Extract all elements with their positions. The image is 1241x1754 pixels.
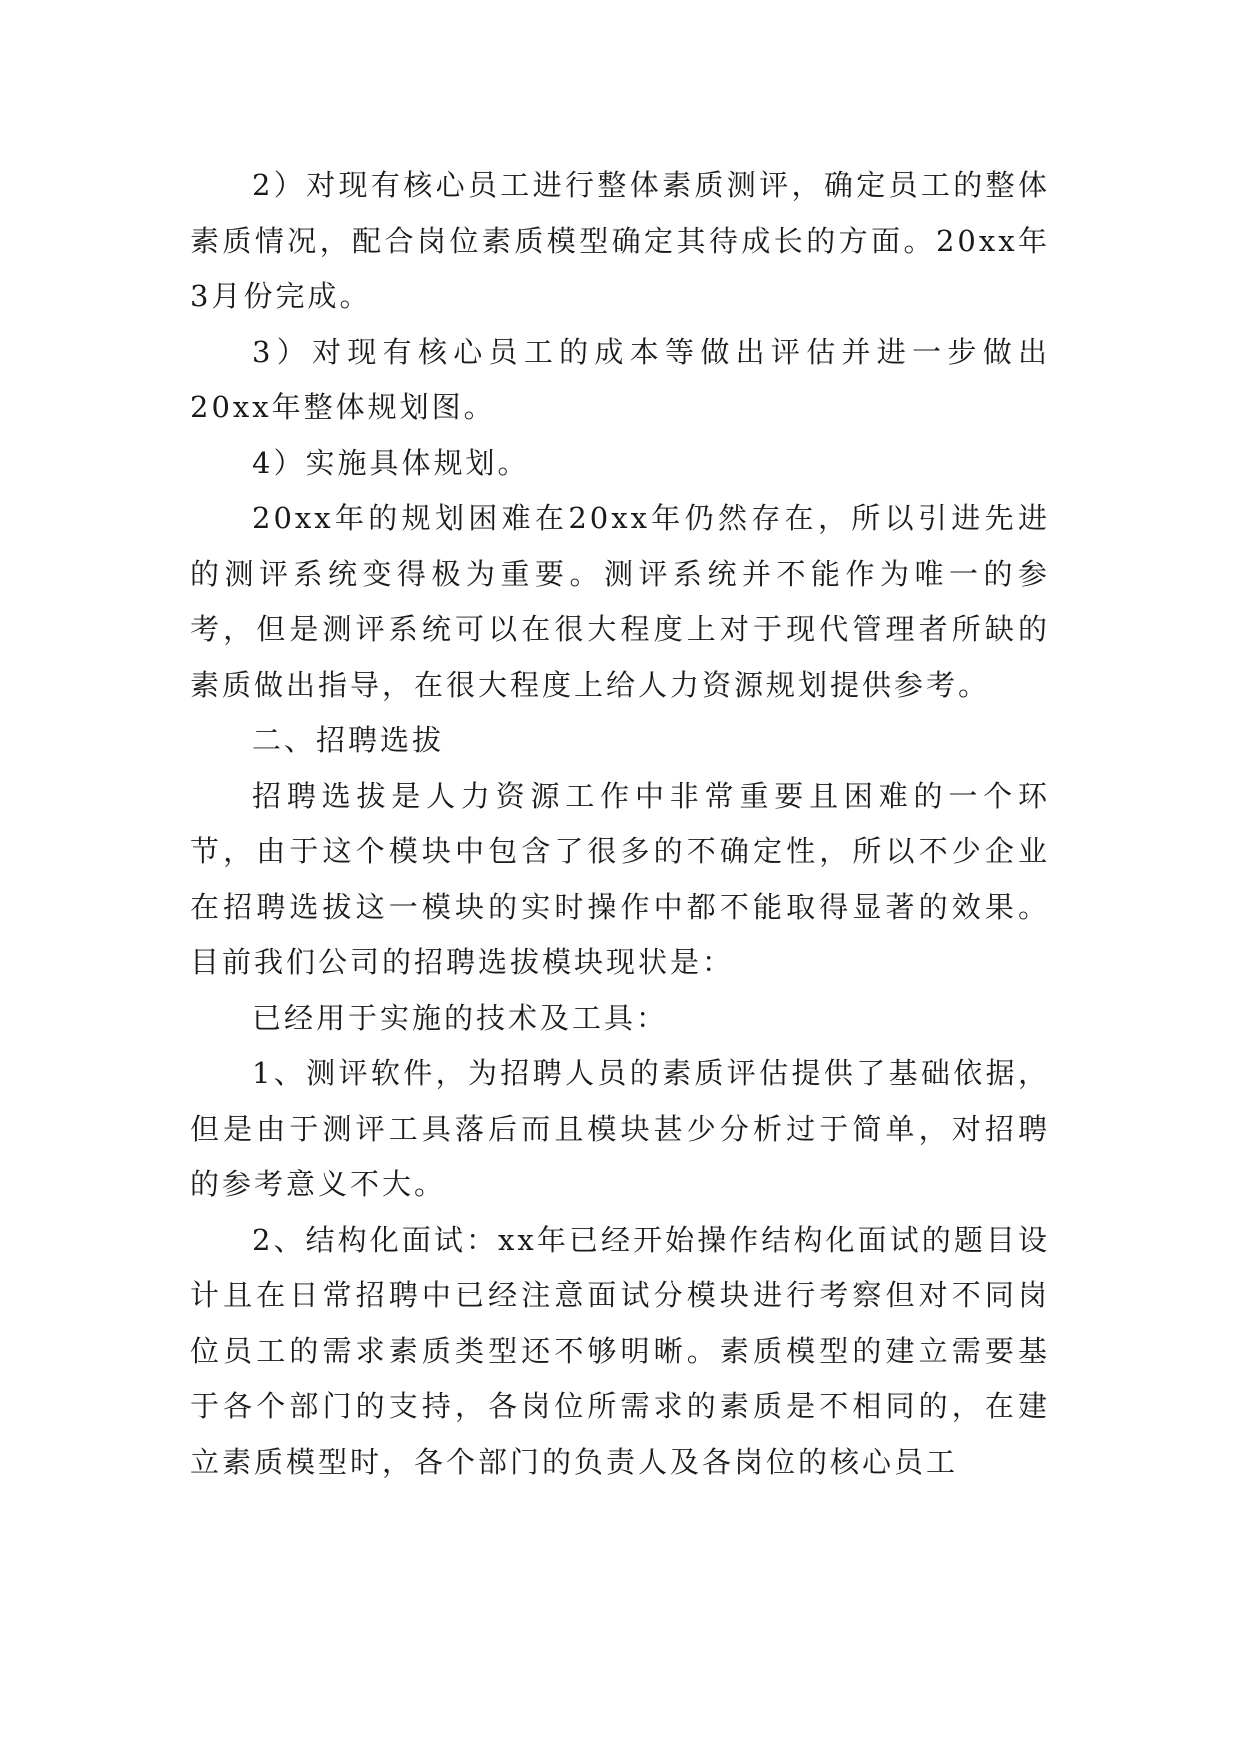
paragraph-evaluation-step-4: 4）实施具体规划。 [252,445,530,480]
paragraph-tools-heading: 已经用于实施的技术及工具： [252,1000,669,1035]
paragraph-tool-2-interview: 2、结构化面试：xx年已经开始操作结构化面试的题目设计且在日常招聘中已经注意面试分模块进行考察但对不同岗位员工的需求素质类型还不够明晰。素质模型的建立需要基于各个部门的支持，各岗位所需求的素质是不相同的，在建立素质模型时，各个部门的负责人及各岗位的核心员工 [190,1222,1050,1479]
paragraph-planning-difficulty: 20xx年的规划困难在20xx年仍然存在，所以引进先进的测评系统变得极为重要。测评系统并不能作为唯一的参考，但是测评系统可以在很大程度上对于现代管理者所缺的素质做出指导，在很大程度上给人力资源规划提供参考。 [190,501,1050,702]
document-body [190,158,1050,1490]
paragraph-evaluation-step-3: 3）对现有核心员工的成本等做出评估并进一步做出20xx年整体规划图。 [190,334,1050,424]
paragraph-evaluation-step-2: 2）对现有核心员工进行整体素质测评，确定员工的整体素质情况，配合岗位素质模型确定其待成长的方面。20xx年3月份完成。 [190,168,1050,313]
section-heading-recruitment: 二、招聘选拔 [252,723,445,757]
paragraph-recruitment-intro: 招聘选拔是人力资源工作中非常重要且困难的一个环节，由于这个模块中包含了很多的不确定性，所以不少企业在招聘选拔这一模块的实时操作中都不能取得显著的效果。目前我们公司的招聘选拔模块现状是： [190,778,1050,979]
paragraph-tool-1-software: 1、测评软件，为招聘人员的素质评估提供了基础依据，但是由于测评工具落后而且模块甚少分析过于简单，对招聘的参考意义不大。 [190,1056,1050,1201]
